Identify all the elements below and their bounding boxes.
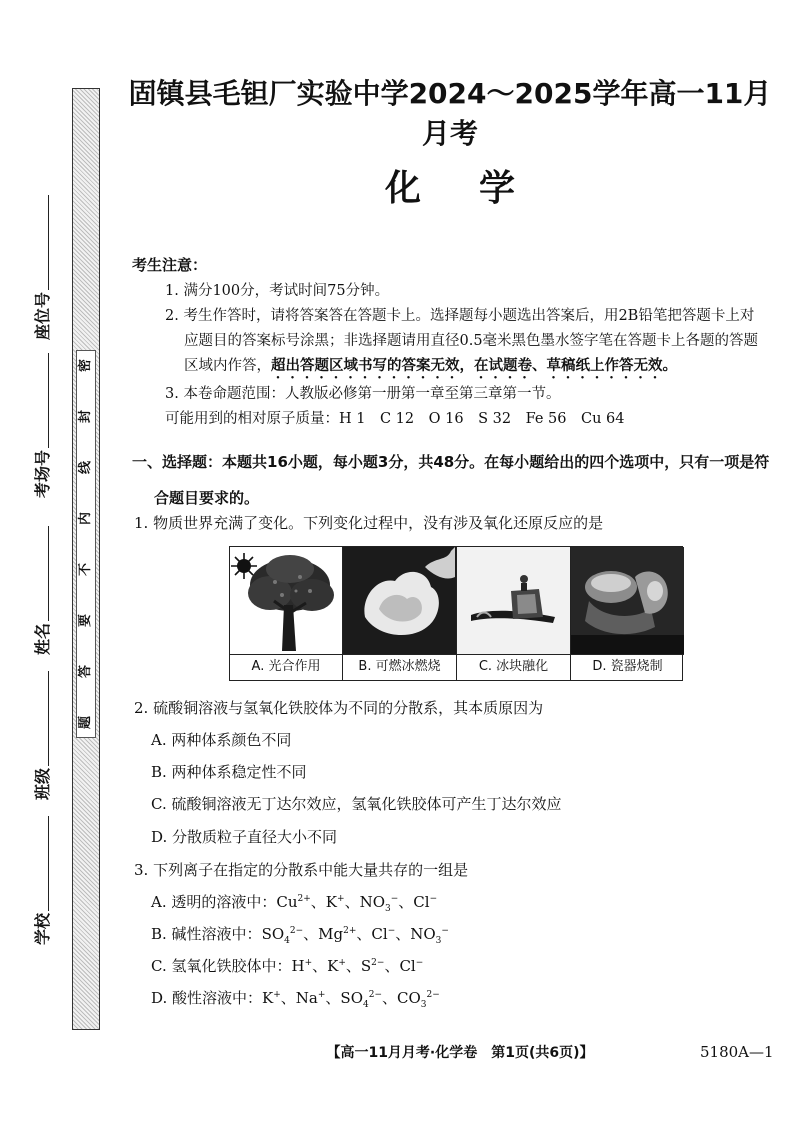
melting-ice-image <box>457 547 570 654</box>
figure-cell-d <box>571 547 684 680</box>
question-3-stem: 3. 下列离子在指定的分散系中能大量共存的一组是 <box>134 861 469 879</box>
school-blank[interactable] <box>34 816 49 911</box>
tree-sun-image <box>230 547 342 654</box>
notice-item: 应题目的答案标号涂黑；非选择题请用直径0.5毫米黑色墨水签字笔在答题卡上各题的答题 <box>184 333 759 349</box>
question-2-stem: 2. 硫酸铜溶液与氢氧化铁胶体为不同的分散系，其本质原因为 <box>134 699 544 717</box>
name-blank[interactable] <box>34 526 49 621</box>
atomic-masses: 可能用到的相对原子质量：H 1 C 12 O 16 S 32 Fe 56 Cu 64 <box>165 411 625 427</box>
question-1-figure <box>229 546 683 681</box>
porcelain-firing-image <box>571 547 684 654</box>
notice-item: 2. 考生作答时，请将答案答在答题卡上。选择题每小题选出答案后，用2B铅笔把答题卡上对 <box>165 308 755 324</box>
section-heading-line: 合题目要求的。 <box>154 489 260 507</box>
subject-title: 化学 <box>384 168 573 209</box>
paper-code: 5180A—1 <box>700 1043 774 1061</box>
exam-room-field[interactable] <box>30 353 53 498</box>
question-2-option-d[interactable]: D. 分散质粒子直径大小不同 <box>151 828 338 846</box>
seat-number-field[interactable] <box>30 195 53 340</box>
seal-line-box <box>76 350 96 738</box>
seal-char: 要 <box>78 613 94 628</box>
section-heading-line: 一、选择题：本题共16小题，每小题3分，共48分。在每小题给出的四个选项中，只有一项是符 <box>132 453 770 471</box>
notice-item: 1. 满分100分，考试时间75分钟。 <box>165 283 390 299</box>
seal-char: 密 <box>78 358 94 373</box>
question-3-option-b[interactable] <box>151 923 449 946</box>
notice-item <box>132 354 782 382</box>
figure-caption-b: B. 可燃冰燃烧 <box>343 654 456 680</box>
question-3-option-a[interactable] <box>151 891 437 914</box>
figure-cell-c <box>457 547 571 680</box>
class-blank[interactable] <box>34 671 49 766</box>
figure-caption-a: A. 光合作用 <box>230 654 342 680</box>
ion-list: $SO_4^{2-}$、$Mg^{2+}$、Cl−、$NO_3^-$ <box>261 925 449 946</box>
figure-caption-c: C. 冰块融化 <box>457 654 570 680</box>
notice-heading: 考生注意： <box>132 256 208 274</box>
class-label: 班级 <box>33 767 52 800</box>
seal-char: 内 <box>78 511 94 526</box>
question-3-option-d[interactable] <box>151 987 440 1010</box>
ion-list: K+、Na+、$SO_4^{2-}$、$CO_3^{2-}$ <box>262 989 440 1010</box>
name-label: 姓名 <box>33 622 52 655</box>
option-label: D. 酸性溶液中： <box>151 989 263 1007</box>
ion-list: $Cu^{2+}$、K+、$NO_3^-$、Cl− <box>276 893 438 914</box>
kiln-icon <box>571 547 684 654</box>
option-label: C. 氢氧化铁胶体中： <box>151 957 292 975</box>
notice-block <box>132 254 782 432</box>
figure-caption-d: D. 瓷器烧制 <box>571 654 684 680</box>
exam-title: 固镇县毛钽厂实验中学2024～2025学年高一11月月考 <box>128 77 772 150</box>
seal-char: 不 <box>78 562 94 577</box>
tree-sun-icon <box>230 547 342 654</box>
seat-number-label: 座位号 <box>33 291 52 340</box>
question-3-option-c[interactable] <box>151 955 423 976</box>
question-2-option-a[interactable]: A. 两种体系颜色不同 <box>151 731 292 749</box>
exam-room-blank[interactable] <box>34 353 49 448</box>
figure-cell-a <box>230 547 343 680</box>
seal-char: 线 <box>78 460 94 475</box>
question-1-stem: 1. 物质世界充满了变化。下列变化过程中，没有涉及氧化还原反应的是 <box>134 514 604 532</box>
section-heading <box>132 444 786 516</box>
seal-char: 题 <box>78 715 94 730</box>
school-field[interactable] <box>30 816 53 945</box>
burning-ice-image <box>343 547 456 654</box>
notice-item: 3. 本卷命题范围：人教版必修第一册第一章至第三章第一节。 <box>165 386 561 402</box>
ion-list: H+、K+、$S^{2-}$、Cl− <box>291 957 424 975</box>
name-field[interactable] <box>30 526 53 655</box>
exam-room-label: 考场号 <box>33 449 52 498</box>
question-2-option-b[interactable]: B. 两种体系稳定性不同 <box>151 763 307 781</box>
option-label: B. 碱性溶液中： <box>151 925 262 943</box>
school-label: 学校 <box>33 912 52 945</box>
class-field[interactable] <box>30 671 53 800</box>
figure-cell-b <box>343 547 457 680</box>
ice-cube-icon <box>457 547 570 654</box>
question-2-option-c[interactable]: C. 硫酸铜溶液无丁达尔效应，氢氧化铁胶体可产生丁达尔效应 <box>151 795 562 813</box>
seal-char: 封 <box>78 409 94 424</box>
notice-emphasis: 超出答题区域书写的答案无效，在试题卷、草稿纸上作答无效。 <box>271 358 677 374</box>
seat-number-blank[interactable] <box>34 195 49 290</box>
seal-char: 答 <box>78 664 94 679</box>
page-footer: 【高一11月月考·化学卷 第1页(共6页)】 <box>326 1045 594 1061</box>
notice-text: 区域内作答， <box>184 358 271 374</box>
flame-icon <box>343 547 456 654</box>
option-label: A. 透明的溶液中： <box>151 893 277 911</box>
